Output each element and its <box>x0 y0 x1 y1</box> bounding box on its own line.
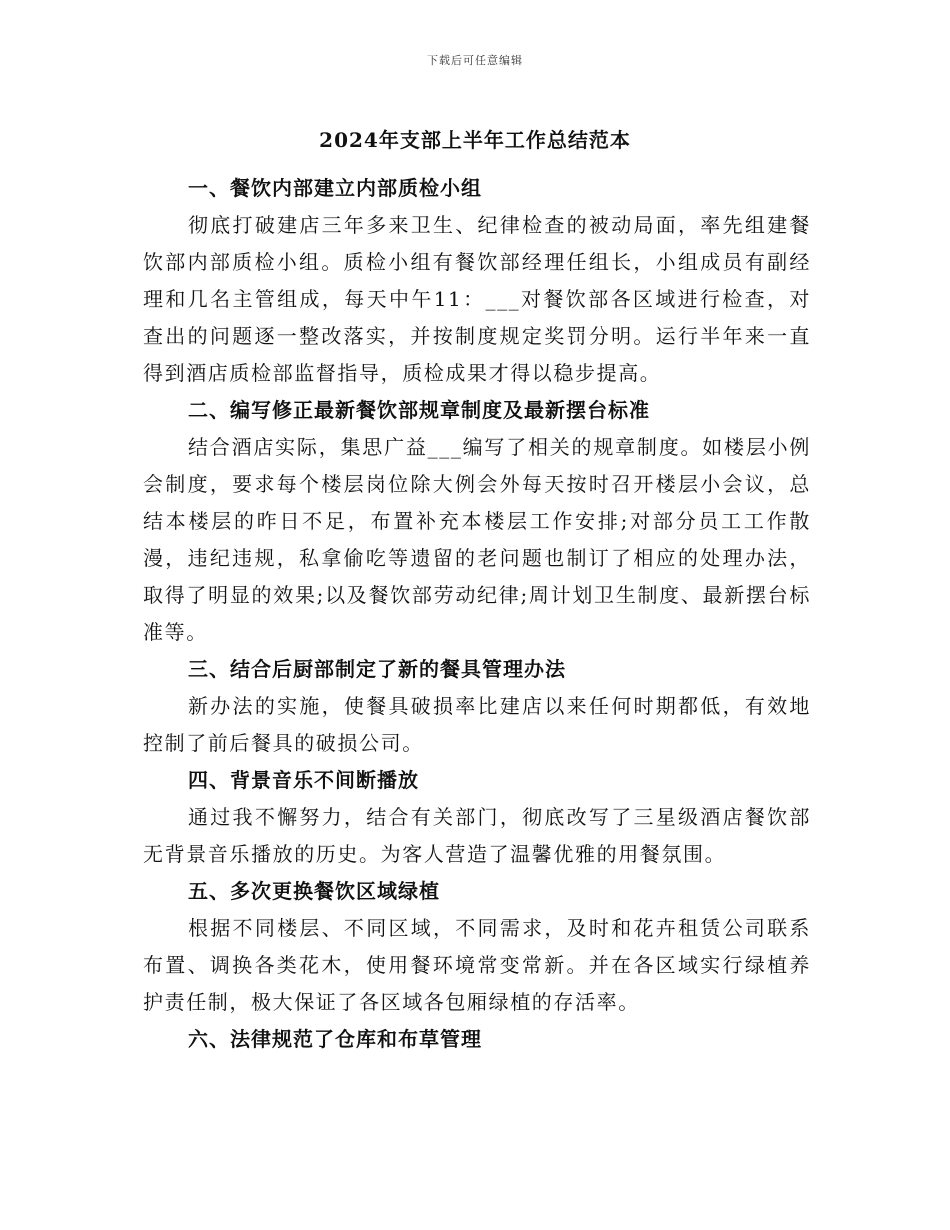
section-paragraph: 彻底打破建店三年多来卫生、纪律检查的被动局面，率先组建餐饮部内部质检小组。质检小组有餐饮部经理任组长，小组成员有副经理和几名主管组成，每天中午11：___对餐饮部各区域进行检查，对查出的问题逐一整改落实，并按制度规定奖罚分明。运行半年来一直得到酒店质检部监督指导，质检成果才得以稳步提高。 <box>143 213 811 385</box>
section-heading: 一、餐饮内部建立内部质检小组 <box>188 176 482 200</box>
section-heading: 五、多次更换餐饮区域绿植 <box>188 879 440 903</box>
section <box>143 392 811 651</box>
section-heading: 三、结合后厨部制定了新的餐具管理办法 <box>188 657 566 681</box>
page-header-note: 下载后可任意编辑 <box>427 54 523 67</box>
section-paragraph: 结合酒店实际，集思广益___编写了相关的规章制度。如楼层小例会制度，要求每个楼层岗位除大例会外每天按时召开楼层小会议，总结本楼层的昨日不足，布置补充本楼层工作安排;对部分员工工作散漫，违纪违规，私拿偷吃等遗留的老问题也制订了相应的处理办法，取得了明显的效果;以及餐饮部劳动纪律;周计划卫生制度、最新摆台标准等。 <box>143 435 811 644</box>
section-paragraph: 根据不同楼层、不同区域，不同需求，及时和花卉租赁公司联系布置、调换各类花木，使用餐环境常变常新。并在各区域实行绿植养护责任制，极大保证了各区域各包厢绿植的存活率。 <box>143 916 811 1014</box>
section <box>143 873 811 1021</box>
section-heading: 四、背景音乐不间断播放 <box>188 768 419 792</box>
section <box>143 762 811 873</box>
section-paragraph: 新办法的实施，使餐具破损率比建店以来任何时期都低，有效地控制了前后餐具的破损公司。 <box>143 694 811 755</box>
section-heading: 二、编写修正最新餐饮部规章制度及最新摆台标准 <box>188 398 650 422</box>
section <box>143 170 811 392</box>
section <box>143 1021 811 1058</box>
document-title: 2024年支部上半年工作总结范本 <box>319 128 631 152</box>
section-paragraph: 通过我不懈努力，结合有关部门，彻底改写了三星级酒店餐饮部无背景音乐播放的历史。为客人营造了温馨优雅的用餐氛围。 <box>143 805 811 866</box>
section <box>143 651 811 762</box>
section-heading: 六、法律规范了仓库和布草管理 <box>188 1027 482 1051</box>
document-body <box>143 170 811 1058</box>
